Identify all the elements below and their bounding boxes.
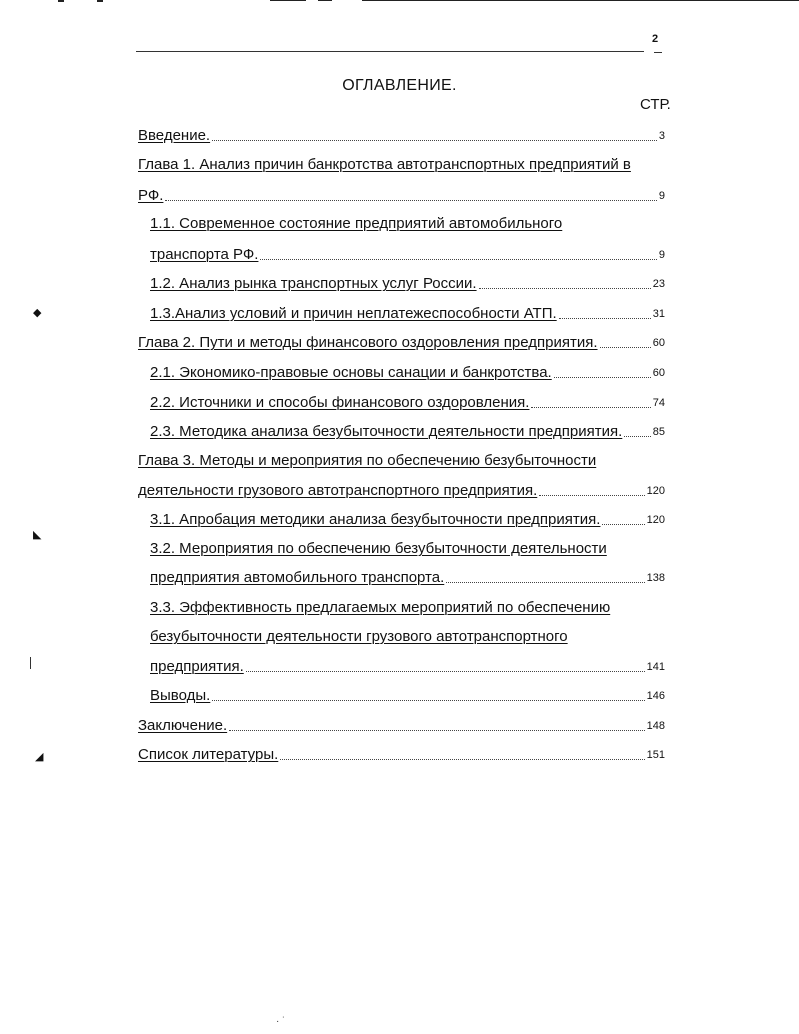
dot-leader <box>260 259 656 260</box>
toc-entry-text: Список литературы. <box>138 746 279 763</box>
toc-page-number: 60 <box>652 337 665 349</box>
toc-entry-2-1[interactable] <box>150 362 665 384</box>
toc-entry-text: 2.2. Источники и способы финансового оздоровления. <box>150 394 530 411</box>
toc-entry-text: 1.2. Анализ рынка транспортных услуг России. <box>150 275 477 292</box>
toc-page-number: 148 <box>646 720 665 732</box>
toc-entry-text: 3.3. Эффективность предлагаемых мероприятий по обеспечению <box>150 599 611 616</box>
scan-artifact <box>362 0 799 1</box>
toc-page-number: 151 <box>646 749 665 761</box>
toc-entry-text: Заключение. <box>138 717 228 734</box>
toc-page-number: 9 <box>658 249 665 261</box>
page-column-label: СТР. <box>640 96 671 113</box>
toc-entry-2-2[interactable] <box>150 392 665 414</box>
dot-leader <box>212 140 657 141</box>
toc-page-number: 31 <box>652 308 665 320</box>
toc-entry-chapter-3[interactable] <box>138 480 665 502</box>
toc-page-number: 23 <box>652 278 665 290</box>
dot-leader <box>624 436 650 437</box>
dot-leader <box>229 730 645 731</box>
toc-page-number: 9 <box>658 190 665 202</box>
toc-entry-text: безубыточности деятельности грузового автотранспортного <box>150 628 568 645</box>
dot-leader <box>165 200 656 201</box>
dot-leader <box>554 377 651 378</box>
toc-entry-text: деятельности грузового автотранспортного предприятия. <box>138 482 538 499</box>
toc-entry-text: предприятия. <box>150 658 244 675</box>
toc-entry-chapter-2[interactable] <box>138 332 665 354</box>
toc-page-number: 3 <box>658 130 665 142</box>
toc-entry-text: 1.3.Анализ условий и причин неплатежеспособности АТП. <box>150 305 557 322</box>
scan-specks-icon: · ˙ <box>276 1016 286 1027</box>
dot-leader <box>559 318 651 319</box>
page-number: 2 <box>652 33 659 45</box>
toc-entry-text: 2.1. Экономико-правовые основы санации и банкротства. <box>150 364 552 381</box>
toc-entry-1-3[interactable] <box>150 303 665 325</box>
toc-entry-3-2-line1[interactable] <box>150 538 665 560</box>
dot-leader <box>446 582 644 583</box>
toc-page-number: 120 <box>646 514 665 526</box>
toc-entry-3-3[interactable] <box>150 656 665 678</box>
dot-leader <box>246 671 645 672</box>
toc-entry-1-1[interactable] <box>150 244 665 266</box>
toc-entry-1-1-line1[interactable] <box>150 213 650 235</box>
toc-entry-text: Введение. <box>138 127 211 144</box>
toc-entry-text: предприятия автомобильного транспорта. <box>150 569 445 586</box>
toc-entry-final[interactable] <box>138 715 665 737</box>
toc-entry-chapter-1-line1[interactable] <box>138 154 678 176</box>
toc-entry-text: 3.1. Апробация методики анализа безубыточности предприятия. <box>150 511 601 528</box>
scan-mark-icon: ◢ <box>35 751 44 763</box>
toc-entry-3-1[interactable] <box>150 509 665 531</box>
page-title: ОГЛАВЛЕНИЕ. <box>342 77 457 94</box>
toc-entry-3-3-line2[interactable] <box>150 626 665 648</box>
toc-entry-chapter-3-line1[interactable] <box>138 450 665 472</box>
toc-page-number: 141 <box>646 661 665 673</box>
dot-leader <box>602 524 644 525</box>
dot-leader <box>280 759 644 760</box>
toc-entry-introduction[interactable] <box>138 125 665 147</box>
scan-mark-icon: ◆ <box>33 307 42 319</box>
header-rule <box>136 51 644 52</box>
toc-entry-text: Выводы. <box>150 687 211 704</box>
scan-mark-icon: ◣ <box>33 529 42 541</box>
toc-page-number: 138 <box>646 572 665 584</box>
toc-page-number: 85 <box>652 426 665 438</box>
scan-artifact <box>318 0 332 1</box>
toc-entry-text: РФ. <box>138 187 164 204</box>
toc-entry-1-2[interactable] <box>150 273 665 295</box>
toc-entry-3-2[interactable] <box>150 567 665 589</box>
scan-artifact <box>58 0 64 2</box>
toc-entry-conclusions[interactable] <box>150 685 665 707</box>
toc-entry-chapter-1[interactable] <box>138 185 665 207</box>
toc-page-number: 74 <box>652 397 665 409</box>
toc-entry-2-3[interactable] <box>150 421 665 443</box>
toc-page-number: 60 <box>652 367 665 379</box>
toc-entry-text: 3.2. Мероприятия по обеспечению безубыточности деятельности <box>150 540 607 557</box>
toc-entry-text: 1.1. Современное состояние предприятий автомобильного <box>150 215 563 232</box>
toc-page-number: 146 <box>646 690 665 702</box>
toc-entry-3-3-line1[interactable] <box>150 597 665 619</box>
scan-artifact <box>30 657 31 669</box>
toc-entry-text: Глава 2. Пути и методы финансового оздоровления предприятия. <box>138 334 598 351</box>
dot-leader <box>600 347 651 348</box>
toc-entry-text: транспорта РФ. <box>150 246 259 263</box>
toc-entry-text: 2.3. Методика анализа безубыточности деятельности предприятия. <box>150 423 623 440</box>
toc-page-number: 120 <box>646 485 665 497</box>
dot-leader <box>539 495 644 496</box>
toc-entry-text: Глава 3. Методы и мероприятия по обеспечению безубыточности <box>138 452 597 469</box>
toc-entry-text: Глава 1. Анализ причин банкротства автотранспортных предприятий в <box>138 156 631 173</box>
dot-leader <box>531 407 650 408</box>
dot-leader <box>212 700 644 701</box>
toc-entry-bibliography[interactable] <box>138 744 665 766</box>
scan-artifact <box>270 0 306 1</box>
page-number-dash <box>654 52 662 53</box>
scan-artifact <box>97 0 103 2</box>
dot-leader <box>479 288 651 289</box>
